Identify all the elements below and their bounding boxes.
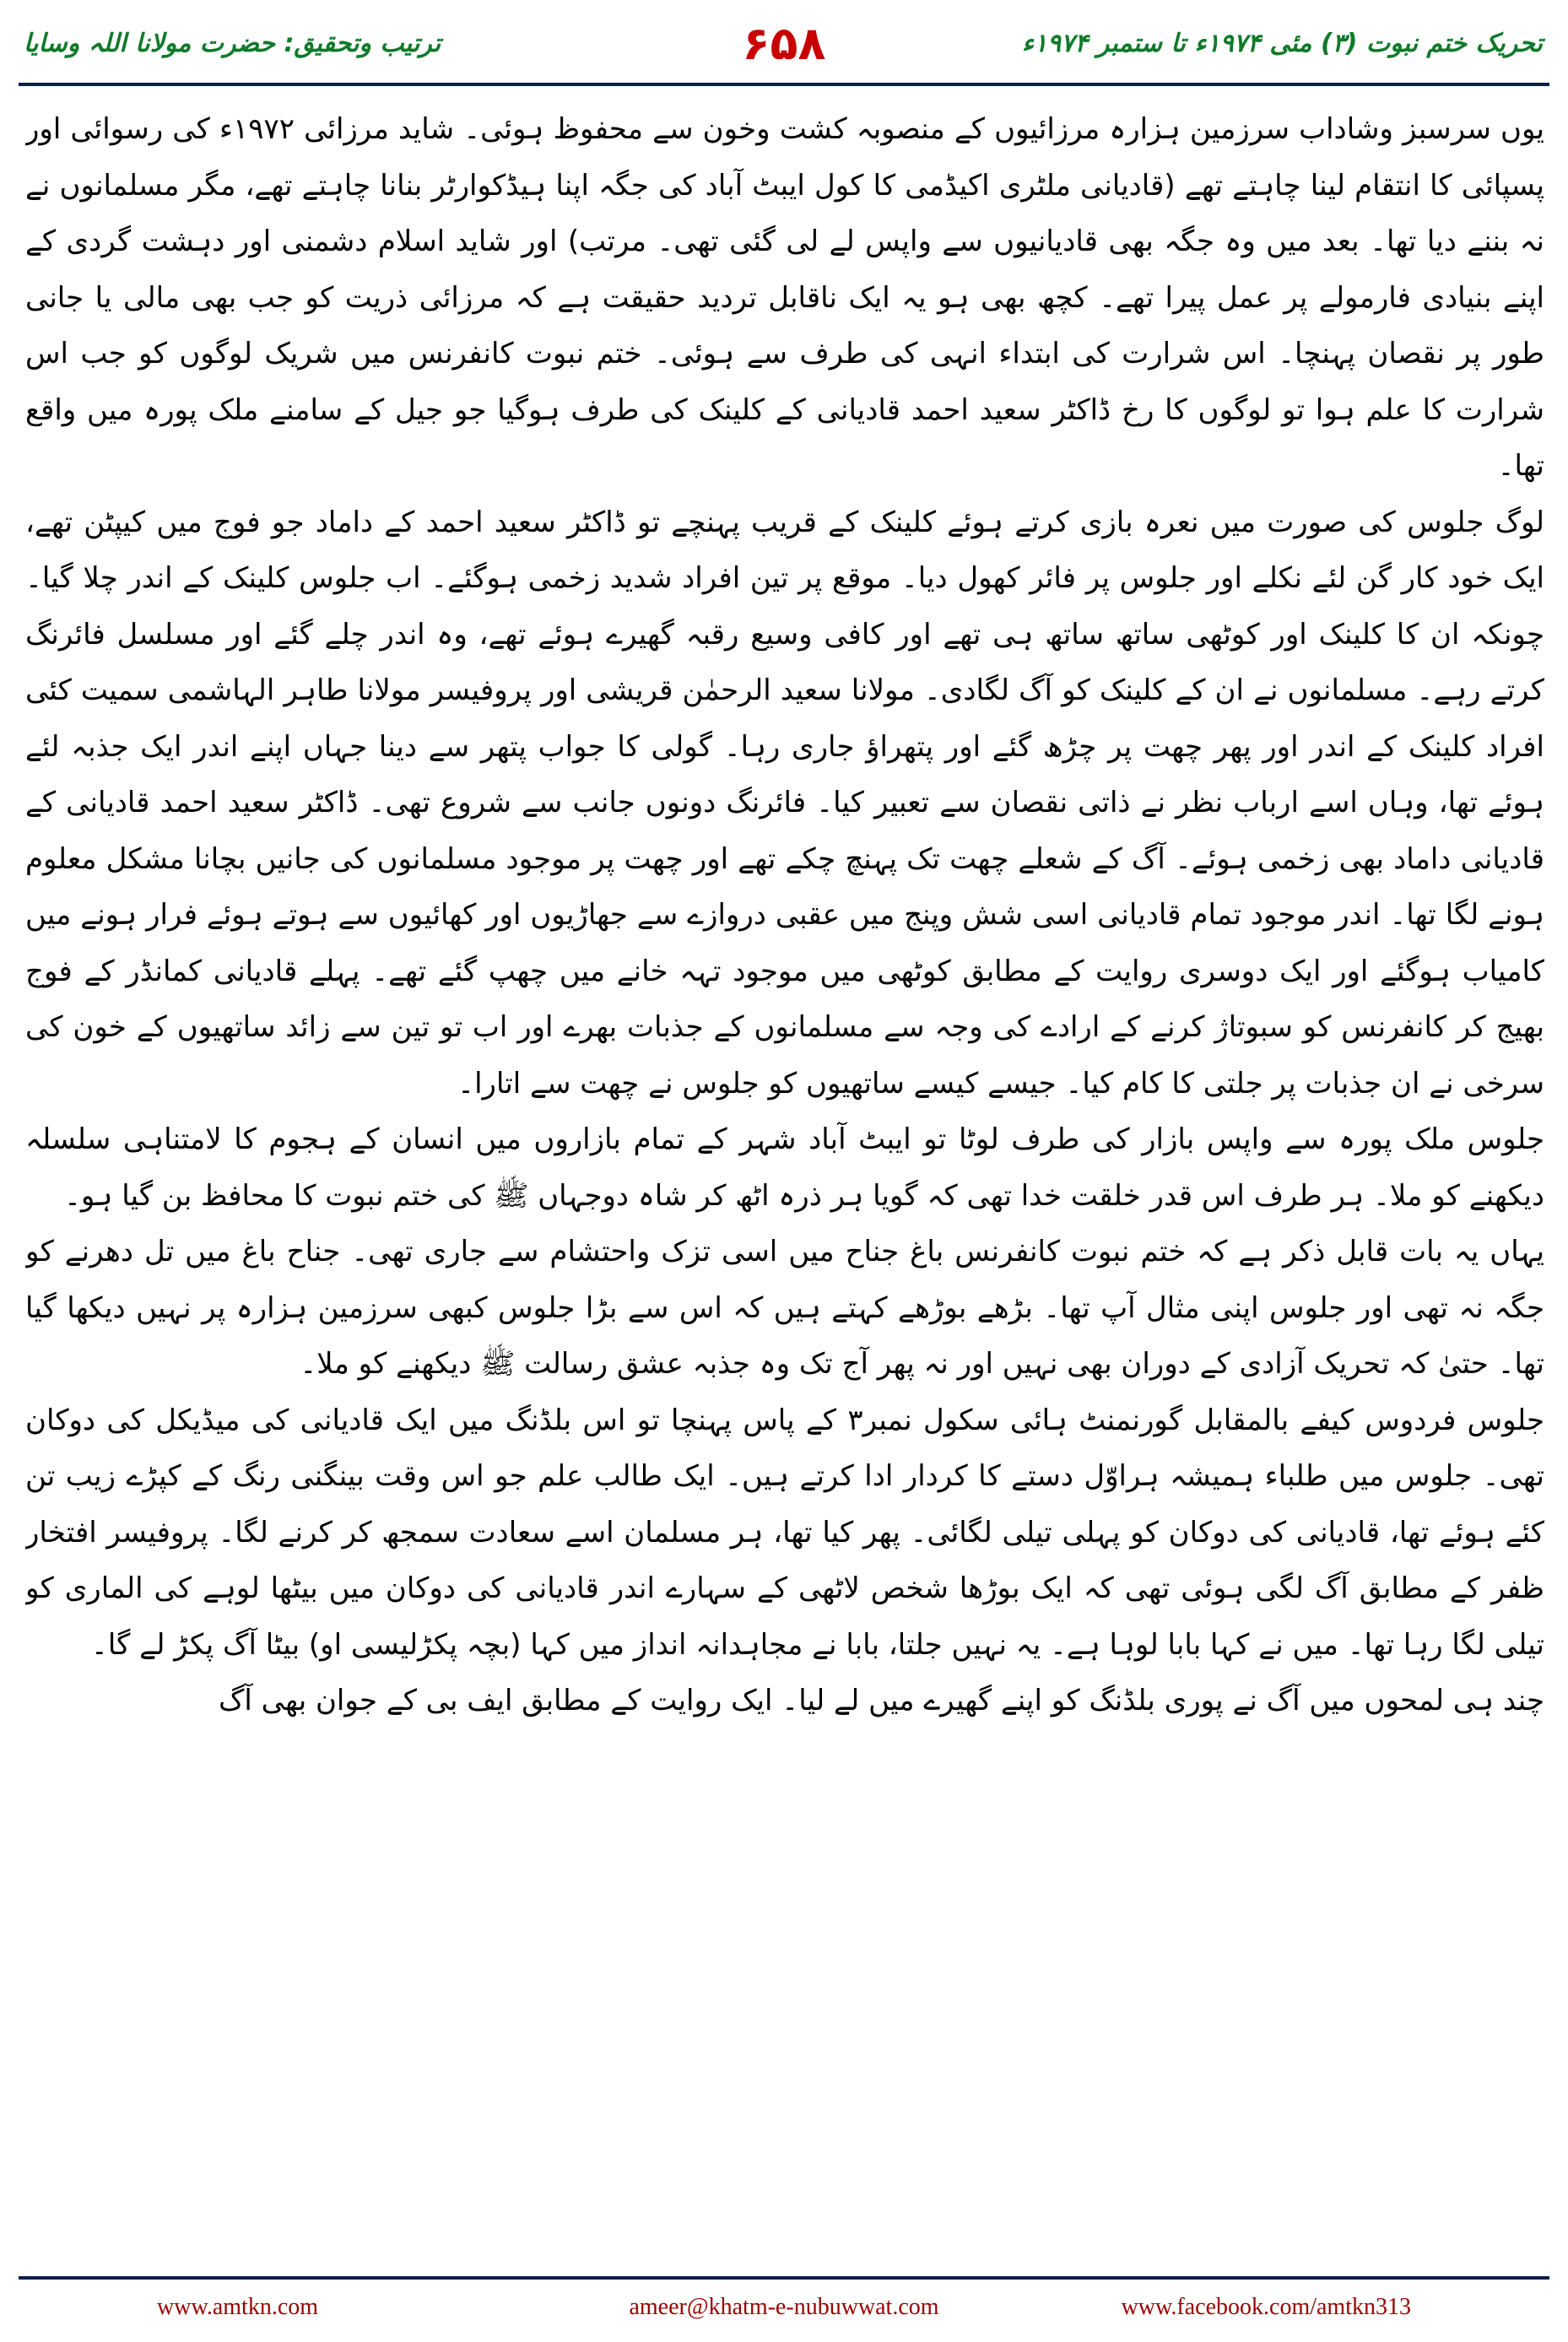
paragraph: جلوس ملک پورہ سے واپس بازار کی طرف لوٹا تو ایبٹ آباد شہر کے تمام بازاروں میں انسان کے ہجوم کا لامتناہی سلسلہ دیکھنے کو ملا۔ ہر طرف اس قدر خلقت خدا تھی کہ گویا ہر ذرہ اٹھ کر شاہ دوجہاں ﷺ کی ختم نبوت کا محافظ بن گیا ہو۔ — [25, 1122, 1544, 1213]
article-body — [25, 101, 1544, 2269]
book-title: تحریک ختم نبوت (۳) مئی ۱۹۷۴ء تا ستمبر ۱۹۷۴ء — [1021, 29, 1543, 58]
website-link[interactable]: www.amtkn.com — [157, 2294, 319, 2320]
paragraph: لوگ جلوس کی صورت میں نعرہ بازی کرتے ہوئے کلینک کے قریب پہنچے تو ڈاکٹر سعید احمد کے داماد جو فوج میں کیپٹن تھے، ایک خود کار گن لئے نکلے اور جلوس پر فائر کھول دیا۔ موقع پر تین افراد شدید زخمی ہوگئے۔ اب جلوس کلینک کے اندر چلا گیا۔ چونکہ ان کا کلینک اور کوٹھی ساتھ ساتھ ہی تھے اور کافی وسیع رقبہ گھیرے ہوئے تھے، وہ اندر چلے گئے اور مسلسل فائرنگ کرتے رہے۔ مسلمانوں نے ان کے کلینک کو آگ لگادی۔ مولانا سعید الرحمٰن قریشی اور پروفیسر مولانا طاہر الہاشمی سمیت کئی افراد کلینک کے اندر اور پھر چھت پر چڑھ گئے اور پتھراؤ جاری رہا۔ گولی کا جواب پتھر سے دینا جہاں اپنے اندر ایک جذبہ لئے ہوئے تھا، وہاں اسے ارباب نظر نے ذاتی نقصان سے تعبیر کیا۔ فائرنگ دونوں جانب سے شروع تھی۔ ڈاکٹر سعید احمد قادیانی کے قادیانی داماد بھی زخمی ہوئے۔ آگ کے شعلے چھت تک پہنچ چکے تھے اور چھت پر موجود مسلمانوں کی جانیں بچانا مشکل معلوم ہونے لگا تھا۔ اندر موجود تمام قادیانی اسی شش وپنج میں عقبی دروازے سے جھاڑیوں اور کھائیوں سے ہوتے ہوئے فرار ہونے میں کامیاب ہوگئے اور ایک دوسری روایت کے مطابق کوٹھی میں موجود تہہ خانے میں چھپ گئے تھے۔ پہلے قادیانی کمانڈر کے فوج بھیج کر کانفرنس کو سبوتاژ کرنے کے ارادے کی وجہ سے مسلمانوں کے جذبات بھرے اور اب تو تین سے زائد ساتھیوں کے خون کی سرخی نے ان جذبات پر جلتی کا کام کیا۔ جیسے کیسے ساتھیوں کو جلوس نے چھت سے اتارا۔ — [25, 505, 1544, 1101]
paragraph: یوں سرسبز وشاداب سرزمین ہزارہ مرزائیوں کے منصوبہ کشت وخون سے محفوظ ہوئی۔ شاید مرزائی ۱۹۷۲ء کی رسوائی اور پسپائی کا انتقام لینا چاہتے تھے (قادیانی ملٹری اکیڈمی کا کول ایبٹ آباد کی جگہ اپنا ہیڈکوارٹر بنانا چاہتے تھے، مگر مسلمانوں نے نہ بننے دیا تھا۔ بعد میں وہ جگہ بھی قادیانیوں سے واپس لے لی گئی تھی۔ مرتب) اور شاید اسلام دشمنی اور دہشت گردی کے اپنے بنیادی فارمولے پر عمل پیرا تھے۔ کچھ بھی ہو یہ ایک ناقابل تردید حقیقت ہے کہ مرزائی ذریت کو جب بھی مالی یا جانی طور پر نقصان پہنچا۔ اس شرارت کی ابتداء انہی کی طرف سے ہوئی۔ ختم نبوت کانفرنس میں شریک لوگوں کو جب اس شرارت کا علم ہوا تو لوگوں کا رخ ڈاکٹر سعید احمد قادیانی کے کلینک کی طرف ہوگیا جو جیل کے سامنے ملک پورہ میں واقع تھا۔ — [25, 112, 1544, 483]
facebook-link[interactable]: www.facebook.com/amtkn313 — [1121, 2294, 1411, 2320]
email-link[interactable]: ameer@khatm-e-nubuwwat.com — [629, 2294, 939, 2320]
paragraph: چند ہی لمحوں میں آگ نے پوری بلڈنگ کو اپنے گھیرے میں لے لیا۔ ایک روایت کے مطابق ایف بی کے جوان بھی آگ — [219, 1684, 1544, 1717]
page-footer — [0, 2289, 1568, 2331]
paragraph: جلوس فردوس کیفے بالمقابل گورنمنٹ ہائی سکول نمبر۳ کے پاس پہنچا تو اس بلڈنگ میں ایک قادیانی کی میڈیکل کی دوکان تھی۔ جلوس میں طلباء ہمیشہ ہراوّل دستے کا کردار ادا کرتے ہیں۔ ایک طالب علم جو اس وقت بینگنی رنگ کے کپڑے زیب تن کئے ہوئے تھا، قادیانی کی دوکان کو پہلی تیلی لگائی۔ پھر کیا تھا، ہر مسلمان اسے سعادت سمجھ کر کرنے لگا۔ پروفیسر افتخار ظفر کے مطابق آگ لگی ہوئی تھی کہ ایک بوڑھا شخص لاٹھی کے سہارے اندر قادیانی کی دوکان میں بیٹھا لوہے کی الماری کو تیلی لگا رہا تھا۔ میں نے کہا بابا لوہا ہے۔ یہ نہیں جلتا، بابا نے مجاہدانہ انداز میں کہا (بچہ پکڑلیسی او) بیٹا آگ پکڑ لے گا۔ — [25, 1403, 1544, 1662]
compiler-credit: ترتیب وتحقیق: حضرت مولانا اللہ وسایا — [24, 29, 441, 58]
page-header — [0, 0, 1568, 83]
footer-divider — [19, 2276, 1549, 2280]
paragraph: یہاں یہ بات قابل ذکر ہے کہ ختم نبوت کانفرنس باغ جناح میں اسی تزک واحتشام سے جاری تھی۔ جناح باغ میں تل دھرنے کو جگہ نہ تھی اور جلوس اپنی مثال آپ تھا۔ بڑھے بوڑھے کہتے ہیں کہ اس سے بڑا جلوس کبھی سرزمین ہزارہ پر نہیں دیکھا گیا تھا۔ حتیٰ کہ تحریک آزادی کے دوران بھی نہیں اور نہ پھر آج تک وہ جذبہ عشق رسالت ﷺ دیکھنے کو ملا۔ — [25, 1235, 1544, 1381]
page-number: ۶۵۸ — [742, 17, 826, 70]
header-divider — [19, 83, 1549, 86]
